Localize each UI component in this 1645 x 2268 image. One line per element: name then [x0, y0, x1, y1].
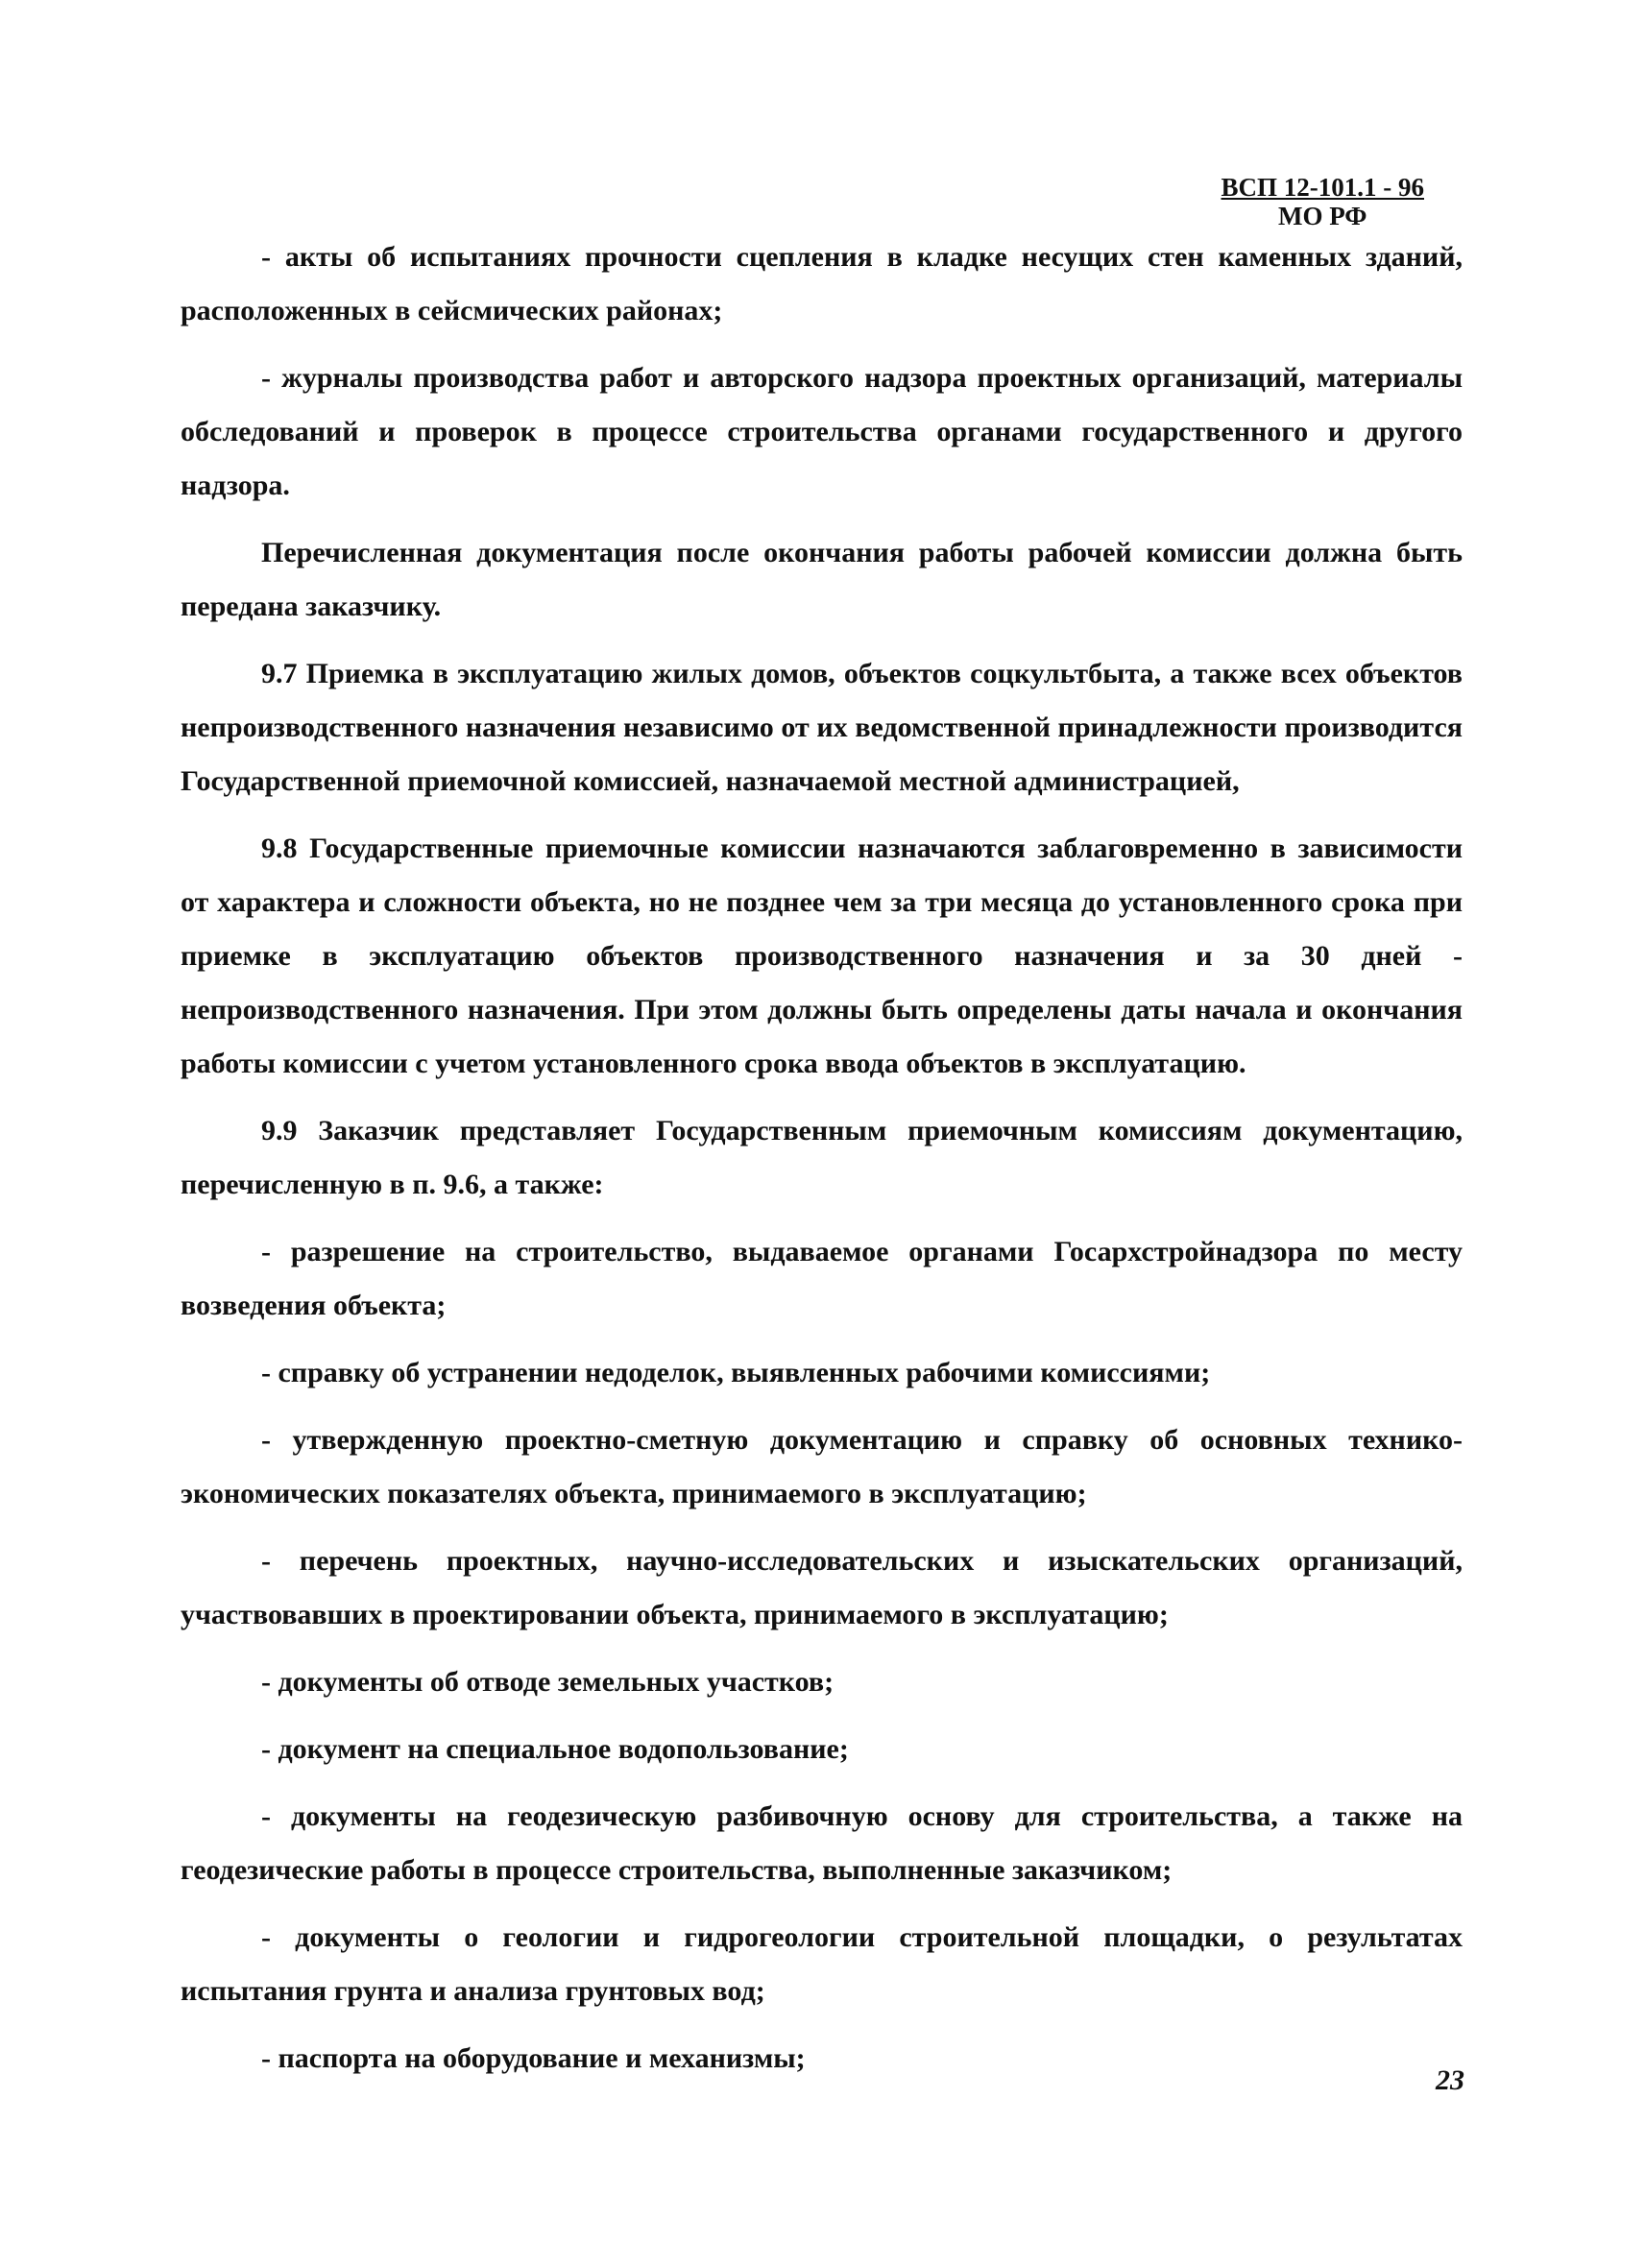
paragraph: - документы на геодезическую разбивочную основу для строительства, а также на геодезические работы в процессе строительства, выполненные заказчиком; — [181, 1800, 1463, 1886]
paragraph: - паспорта на оборудование и механизмы; — [261, 2042, 806, 2074]
document-body — [181, 230, 1463, 2099]
paragraph: - журналы производства работ и авторского надзора проектных организаций, материалы обследований и проверок в процессе строительства органами государственного и другого надзора. — [181, 362, 1463, 501]
paragraph: Перечисленная документация после окончания работы рабочей комиссии должна быть передана заказчику. — [181, 537, 1463, 622]
paragraph: - перечень проектных, научно-исследовательских и изыскательских организаций, участвовавших в проектировании объекта, принимаемого в эксплуатацию; — [181, 1545, 1463, 1630]
paragraph: - документы о геологии и гидрогеологии строительной площадки, о результатах испытания грунта и анализа грунтовых вод; — [181, 1921, 1463, 2007]
paragraph: - документы об отводе земельных участков; — [261, 1666, 835, 1698]
paragraph: 9.9 Заказчик представляет Государственным приемочным комиссиям документацию, перечисленную в п. 9.6, а также: — [181, 1115, 1463, 1200]
document-org: МО РФ — [1278, 202, 1367, 230]
paragraph: - разрешение на строительство, выдаваемое органами Госархстройнадзора по месту возведения объекта; — [181, 1236, 1463, 1321]
paragraph: 9.7 Приемка в эксплуатацию жилых домов, объектов соцкультбыта, а также всех объектов непроизводственного назначения независимо от их ведомственной принадлежности производится Государственной приемочной комиссией, назначаемой местной администрацией, — [181, 658, 1463, 797]
paragraph: - документ на специальное водопользование; — [261, 1733, 849, 1765]
document-code: ВСП 12-101.1 - 96 — [1221, 173, 1424, 202]
paragraph: - утвержденную проектно-сметную документацию и справку об основных технико-экономических показателях объекта, принимаемого в эксплуатацию; — [181, 1424, 1463, 1509]
document-header — [1222, 173, 1425, 230]
page-number: 23 — [1436, 2064, 1464, 2096]
paragraph: - справку об устранении недоделок, выявленных рабочими комиссиями; — [261, 1357, 1211, 1388]
paragraph: 9.8 Государственные приемочные комиссии назначаются заблаговременно в зависимости от характера и сложности объекта, но не позднее чем за три месяца до установленного срока при приемке в эксплуатацию объектов производственного назначения и за 30 дней - непроизводственного назначения. При этом должны быть определены даты начала и окончания работы комиссии с учетом установленного срока ввода объектов в эксплуатацию. — [181, 832, 1463, 1079]
paragraph: - акты об испытаниях прочности сцепления в кладке несущих стен каменных зданий, расположенных в сейсмических районах; — [181, 241, 1463, 326]
